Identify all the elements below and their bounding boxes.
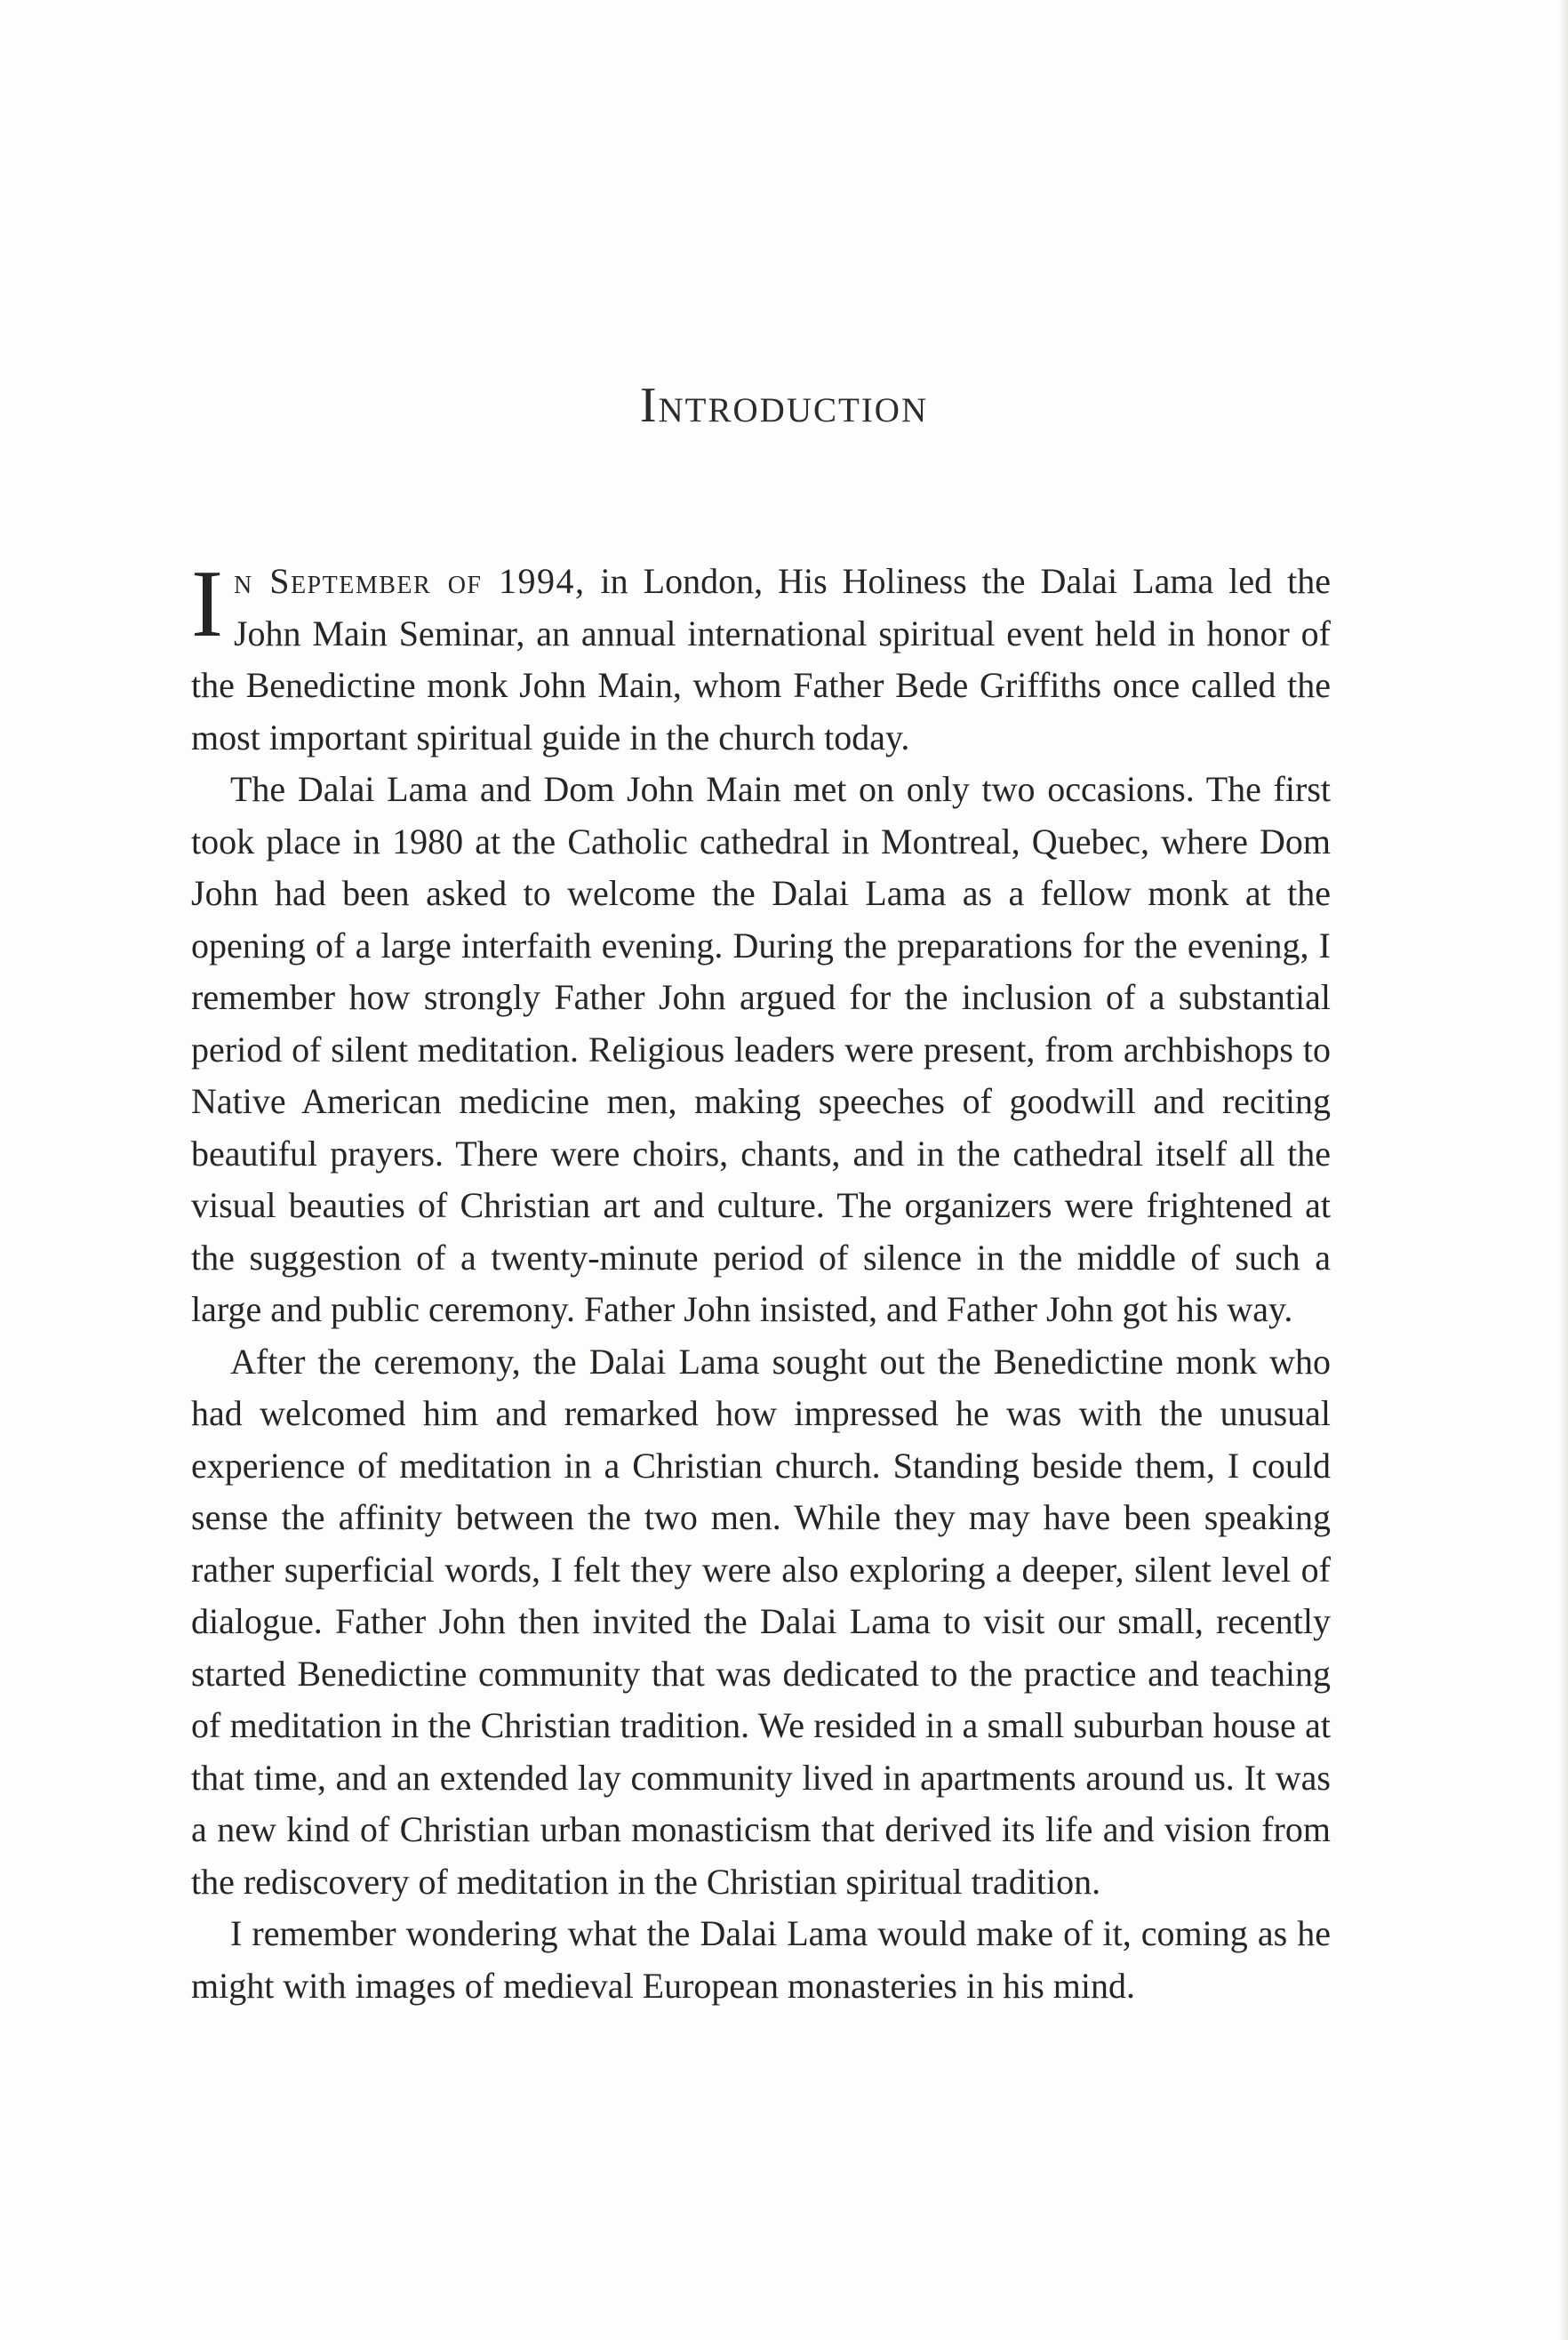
opening-small-caps: n September of 1994, xyxy=(233,561,586,601)
paragraph-1 xyxy=(191,551,1331,764)
drop-cap: I xyxy=(191,551,223,657)
paragraph-1-text: in London, His Holiness the Dalai Lama led the John Main Seminar, an annual international spiritual event held in honor of the Benedictine monk John Main, whom Father Bede Griffiths once called the most important spiritual guide in the church today. xyxy=(191,561,1331,757)
body-text xyxy=(191,551,1331,2012)
chapter-title: Introduction xyxy=(639,378,929,433)
paragraph-2: The Dalai Lama and Dom John Main met on only two occasions. The first took place in 1980 at the Catholic cathedral in Montreal, Quebec, where Dom John had been asked to welcome the Dalai Lama as a fellow monk at the opening of a large interfaith evening. During the preparations for the evening, I remember how strongly Father John argued for the inclusion of a substantial period of silent meditation. Religious leaders were present, from archbishops to Native American medicine men, making speeches of goodwill and reciting beautiful prayers. There were choirs, chants, and in the cathedral itself all the visual beauties of Christian art and culture. The organizers were frightened at the suggestion of a twenty-minute period of silence in the middle of such a large and public ceremony. Father John insisted, and Father John got his way. xyxy=(191,769,1331,1329)
page-edge-shadow xyxy=(1559,0,1568,2340)
paragraph-3: After the ceremony, the Dalai Lama sought out the Benedictine monk who had welcomed him and remarked how impressed he was with the unusual experience of meditation in a Christian church. Standing beside them, I could sense the affinity between the two men. While they may have been speaking rather superficial words, I felt they were also exploring a deeper, silent level of dialogue. Father John then invited the Dalai Lama to visit our small, recently started Benedictine community that was dedicated to the practice and teaching of meditation in the Christian tradition. We resided in a small suburban house at that time, and an extended lay community lived in apartments around us. It was a new kind of Christian urban monasticism that derived its life and vision from the rediscovery of meditation in the Christian spiritual tradition. xyxy=(191,1341,1331,1902)
paragraph-4: I remember wondering what the Dalai Lama would make of it, coming as he might with images of medieval European monasteries in his mind. xyxy=(191,1913,1331,2006)
